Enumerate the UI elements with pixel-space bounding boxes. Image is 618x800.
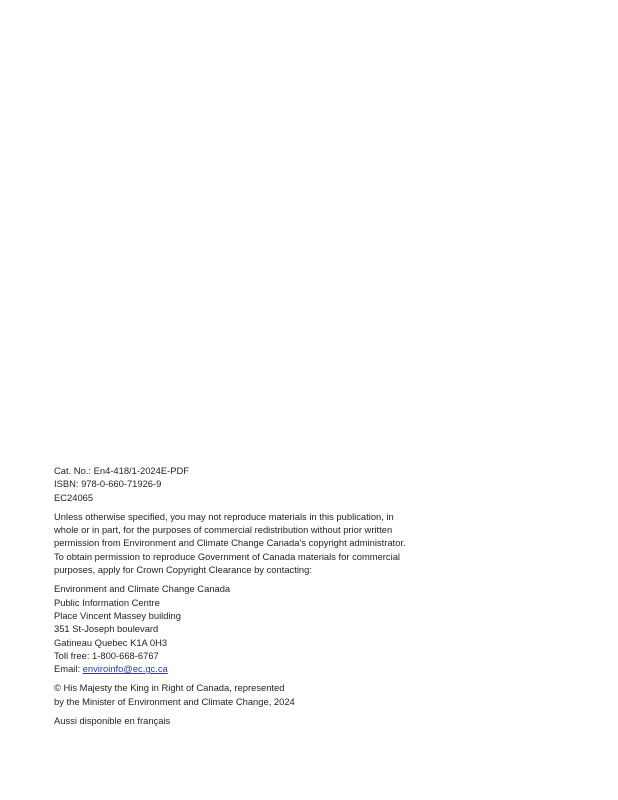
document-code: EC24065 bbox=[54, 491, 94, 503]
contact-email-label: Email: bbox=[54, 663, 83, 675]
permissions-line: permission from Environment and Climate Change Canada’s copyright administrator. bbox=[54, 537, 406, 549]
contact-email-row bbox=[54, 662, 444, 675]
copyright-notice bbox=[54, 681, 444, 708]
permissions-notice bbox=[54, 510, 444, 576]
contact-building: Place Vincent Massey building bbox=[54, 609, 181, 621]
contact-toll-free: Toll free: 1-800-668-6767 bbox=[54, 649, 159, 661]
french-availability: Aussi disponible en français bbox=[54, 715, 171, 727]
permissions-line: purposes, apply for Crown Copyright Clearance by contacting: bbox=[54, 564, 312, 576]
contact-centre: Public Information Centre bbox=[54, 596, 160, 608]
permissions-line: To obtain permission to reproduce Government of Canada materials for commercial bbox=[54, 550, 400, 562]
copyright-line-1: © His Majesty the King in Right of Canada, represented bbox=[54, 682, 285, 694]
contact-city: Gatineau Quebec K1A 0H3 bbox=[54, 636, 168, 648]
language-note bbox=[54, 714, 444, 727]
catalogue-info bbox=[54, 464, 444, 504]
copyright-line-2: by the Minister of Environment and Climate Change, 2024 bbox=[54, 695, 295, 707]
contact-organization: Environment and Climate Change Canada bbox=[54, 583, 231, 595]
contact-email-link[interactable]: enviroinfo@ec.gc.ca bbox=[82, 663, 168, 675]
colophon bbox=[54, 464, 444, 733]
contact-street: 351 St-Joseph boulevard bbox=[54, 623, 159, 635]
isbn: ISBN: 978-0-660-71926-9 bbox=[54, 478, 162, 490]
permissions-line: Unless otherwise specified, you may not reproduce materials in this publication, in bbox=[54, 510, 394, 522]
permissions-line: whole or in part, for the purposes of commercial redistribution without prior written bbox=[54, 524, 393, 536]
contact-address bbox=[54, 582, 444, 675]
catalogue-number: Cat. No.: En4-418/1-2024E-PDF bbox=[54, 465, 189, 476]
